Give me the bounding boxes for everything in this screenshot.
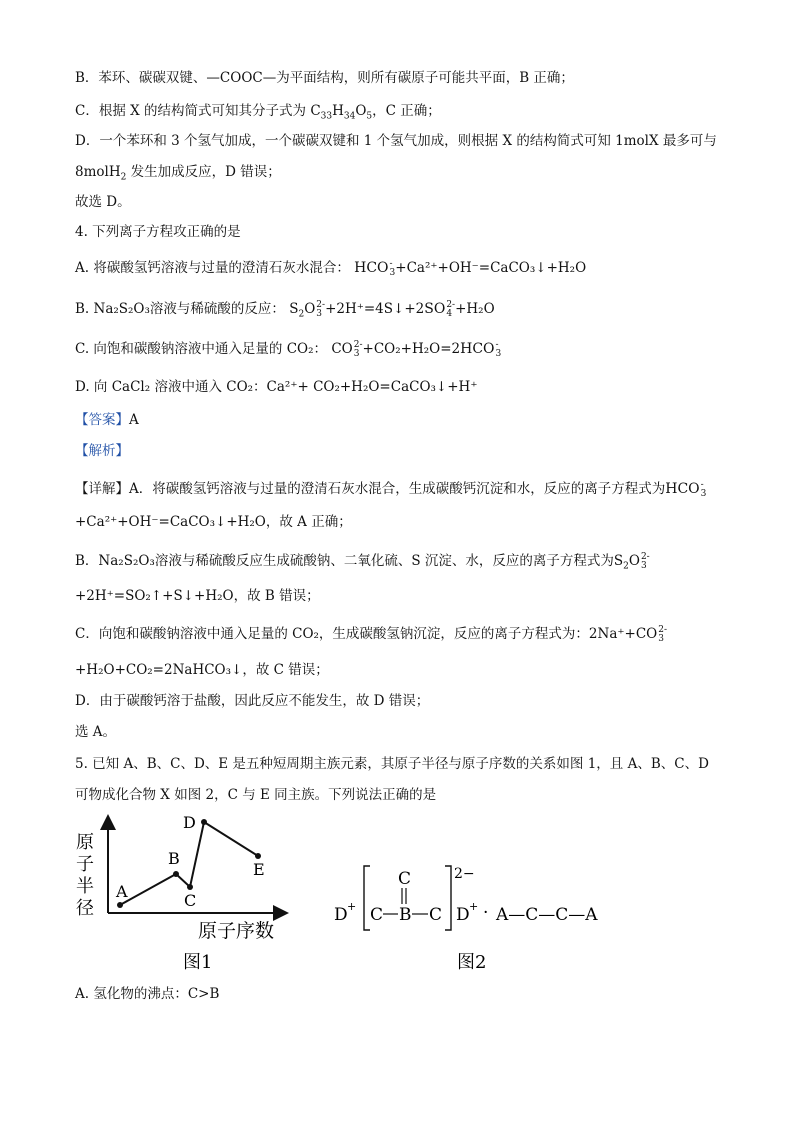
detail-line: 选 A。	[75, 724, 117, 740]
atom-c-top: C	[398, 869, 412, 889]
point-label-d: D	[183, 813, 196, 832]
point-label-b: B	[168, 849, 180, 868]
text-line: 8molH$_2$ 发生加成反应，D 错误；	[75, 164, 281, 183]
anion-charge: 2−	[454, 866, 475, 882]
point-c	[187, 884, 193, 890]
point-a	[117, 902, 123, 908]
text-line: 故选 D。	[75, 194, 131, 210]
detail-line: C．向饱和碳酸钠溶液中通入足量的 CO₂，生成碳酸氢钠沉淀，反应的离子方程式为：2Na⁺+CO2- 3	[75, 624, 668, 644]
detail-line: +2H⁺=SO₂↑+S↓+H₂O，故 B 错误；	[75, 588, 320, 604]
option-a-q5: A. 氢化物的沸点：C>B	[75, 986, 220, 1002]
option-b: B. Na₂S₂O₃溶液与稀硫酸的反应： $S_2O2-$ 3 +2H⁺=4S↓+2SO2- 4 +H₂O	[75, 299, 495, 320]
text-line: D．一个苯环和 3 个氢气加成，一个碳碳双键和 1 个氢气加成，则根据 X 的结构简式可知 1molX 最多可与	[75, 133, 717, 149]
atom-c-right: C	[429, 905, 443, 925]
point-d	[201, 819, 207, 825]
cation-d: D	[456, 905, 470, 925]
option-d: D. 向 CaCl₂ 溶液中通入 CO₂：Ca²⁺+ CO₂+H₂O=CaCO₃↓+H⁺	[75, 379, 478, 395]
right-bracket	[445, 866, 451, 930]
detail-line: +Ca²⁺+OH⁻=CaCO₃↓+H₂O，故 A 正确；	[75, 514, 352, 530]
figure-1-caption: 图1	[183, 952, 213, 973]
answer: 【答案】A	[75, 412, 139, 428]
y-label: 径	[76, 898, 94, 919]
detail-line: D．由于碳酸钙溶于盐酸，因此反应不能发生，故 D 错误；	[75, 693, 430, 709]
option-c: C. 向饱和碳酸钠溶液中通入足量的 CO₂： CO2- 3 +CO₂+H₂O=2HCO- 3	[75, 339, 502, 359]
point-label-e: E	[253, 860, 265, 879]
text-line: B．苯环、碳碳双键、—COOC—为平面结构，则所有碳原子可能共平面，B 正确；	[75, 70, 574, 86]
point-label-a: A	[116, 882, 128, 901]
figure-2-caption: 图2	[457, 952, 487, 973]
cation-d: D	[334, 905, 348, 925]
detail-line: B．Na₂S₂O₃溶液与稀硫酸反应生成硫酸钠、二氧化硫、S 沉淀、水，反应的离子方程式为$S_2O2-$ 3	[75, 551, 650, 572]
question-5-stem: 可物成化合物 X 如图 2，C 与 E 同主族。下列说法正确的是	[75, 787, 437, 803]
detail-line: 【详解】A．将碳酸氢钙溶液与过量的澄清石灰水混合，生成碳酸钙沉淀和水，反应的离子方程式为HCO- 3	[75, 479, 707, 499]
molecule-chain: A—C—C—A	[496, 905, 598, 925]
dot: ·	[483, 903, 489, 923]
y-label: 半	[76, 876, 94, 897]
text-line: C．根据 X 的结构简式可知其分子式为 $C_{33}H_{34}O_5$，C 正确；	[75, 103, 441, 122]
detail-line: +H₂O+CO₂=2NaHCO₃↓，故 C 错误；	[75, 662, 329, 678]
question-4-stem: 4. 下列离子方程攻正确的是	[75, 224, 241, 240]
y-label: 子	[76, 854, 94, 875]
cation-charge: +	[469, 900, 479, 913]
x-label: 原子序数	[198, 920, 275, 942]
analysis-label: 【解析】	[75, 443, 129, 459]
atom-c-left: C	[370, 905, 384, 925]
point-label-c: C	[184, 891, 197, 910]
option-a: A. 将碳酸氢钙溶液与过量的澄清石灰水混合： HCO- 3+Ca²⁺+OH⁻=CaCO₃↓+H₂O	[75, 258, 587, 278]
y-label: 原	[76, 832, 94, 853]
figure-2	[330, 858, 620, 978]
figure-1	[70, 808, 300, 978]
point-e	[255, 853, 261, 859]
point-b	[173, 871, 179, 877]
question-5-stem: 5. 已知 A、B、C、D、E 是五种短周期主族元素，其原子半径与原子序数的关系如图 1，且 A、B、C、D	[75, 756, 709, 772]
cation-charge: +	[347, 900, 357, 913]
atom-b: B	[399, 905, 412, 925]
